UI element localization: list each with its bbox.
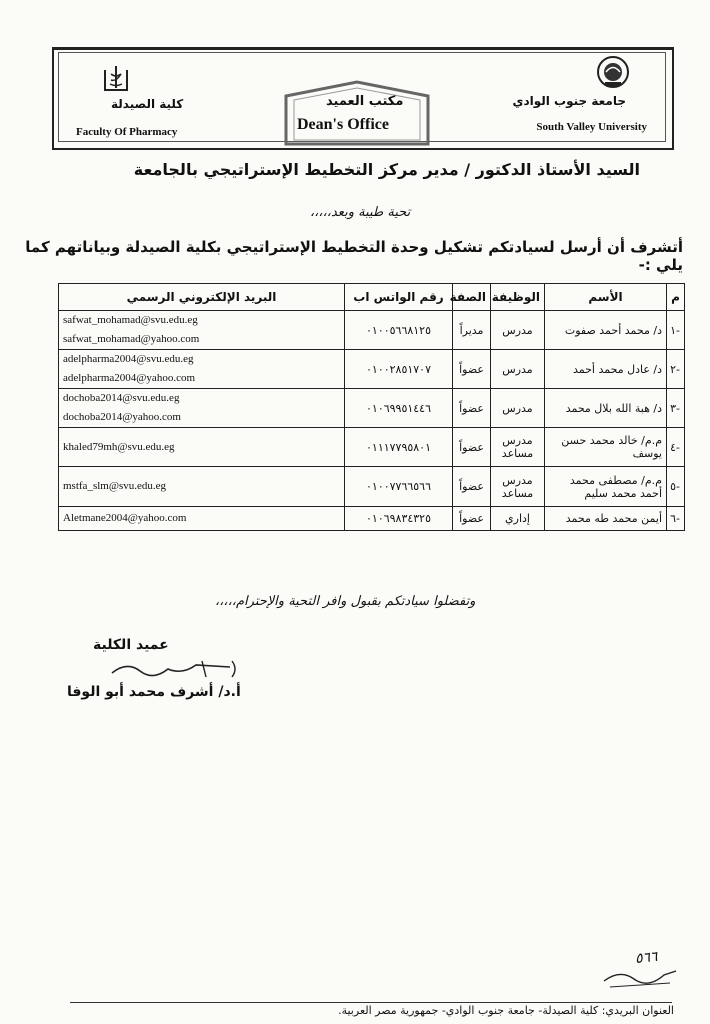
member-name: د/ هبة الله بلال محمد [545, 389, 667, 428]
footer-divider [70, 1002, 672, 1003]
member-phone: ٠١٠٠٥٦٦٨١٢٥ [345, 311, 453, 350]
email-primary: dochoba2014@svu.edu.eg [63, 392, 180, 404]
greeting-line: تحية طيبة وبعد،،،،، [310, 205, 411, 220]
row-number: -٦ [667, 507, 685, 531]
member-email [59, 428, 345, 467]
email-secondary: adelpharma2004@yahoo.com [63, 372, 196, 384]
row-number: -٤ [667, 428, 685, 467]
office-name-en: Dean's Office [297, 116, 389, 133]
table-row [59, 389, 685, 428]
member-phone: ٠١٠٠٧٧٦٦٥٦٦ [345, 467, 453, 507]
member-email [59, 507, 345, 531]
member-role: عضواً [453, 350, 491, 389]
handwritten-signature [92, 655, 242, 685]
handwritten-reference-note: ٥٦٦ [634, 948, 659, 968]
email-primary: Aletmane2004@yahoo.com [63, 512, 187, 524]
member-email [59, 389, 345, 428]
dean-title: عميد الكلية [93, 637, 169, 653]
intro-line: أتشرف أن أرسل لسيادتكم تشكيل وحدة التخطيط الإستراتيجي بكلية الصيدلة وبياناتهم كما يلي :- [25, 238, 683, 274]
header-no: م [667, 284, 685, 311]
table-row [59, 428, 685, 467]
university-name-ar: جامعة جنوب الوادي [512, 94, 626, 108]
table-header-row [59, 284, 685, 311]
member-name: د/ عادل محمد أحمد [545, 350, 667, 389]
row-number: -٣ [667, 389, 685, 428]
members-table [58, 283, 685, 531]
member-name: د/ محمد أحمد صفوت [545, 311, 667, 350]
closing-line: وتفضلوا سيادتكم بقبول وافر التحية والإحترام،،،،، [215, 594, 476, 609]
member-role: مديراً [453, 311, 491, 350]
header-job: الوظيفة [491, 284, 545, 311]
university-name-en: South Valley University [536, 121, 647, 133]
header-name: الأسم [545, 284, 667, 311]
dean-name: أ.د/ أشرف محمد أبو الوفا [67, 684, 241, 700]
header-email: البريد الإلكتروني الرسمي [59, 284, 345, 311]
row-number: -١ [667, 311, 685, 350]
office-name-ar: مكتب العميد [326, 94, 404, 109]
member-role: عضواً [453, 467, 491, 507]
handwritten-date-scribble [600, 965, 680, 989]
member-role: عضواً [453, 389, 491, 428]
member-name: أيمن محمد طه محمد [545, 507, 667, 531]
email-secondary: dochoba2014@yahoo.com [63, 411, 181, 423]
member-role: عضواً [453, 428, 491, 467]
email-primary: adelpharma2004@svu.edu.eg [63, 353, 194, 365]
university-logo-icon [596, 55, 630, 89]
member-email [59, 311, 345, 350]
member-email [59, 467, 345, 507]
table-row [59, 350, 685, 389]
office-emblem-frame [282, 80, 432, 146]
member-phone: ٠١٠٦٩٩٥١٤٤٦ [345, 389, 453, 428]
header-role: الصفة [453, 284, 491, 311]
pharmacy-logo-icon [99, 62, 133, 96]
footer-address: العنوان البريدي: كلية الصيدلة- جامعة جنوب الوادي- جمهورية مصر العربية. [338, 1004, 674, 1017]
table-row [59, 507, 685, 531]
member-phone: ٠١٠٦٩٨٣٤٣٢٥ [345, 507, 453, 531]
member-job: مدرس مساعد [491, 428, 545, 467]
member-name: م.م/ خالد محمد حسن يوسف [545, 428, 667, 467]
addressee-line: السيد الأستاذ الدكتور / مدير مركز التخطيط الإستراتيجي بالجامعة [133, 160, 640, 179]
faculty-name-en: Faculty Of Pharmacy [76, 126, 178, 138]
header-phone: رقم الواتس اب [345, 284, 453, 311]
member-name: م.م/ مصطفى محمد أحمد محمد سليم [545, 467, 667, 507]
table-row [59, 467, 685, 507]
member-email [59, 350, 345, 389]
faculty-name-ar: كلية الصيدلة [111, 97, 184, 111]
member-job: مدرس [491, 350, 545, 389]
row-number: -٢ [667, 350, 685, 389]
member-phone: ٠١١١٧٧٩٥٨٠١ [345, 428, 453, 467]
member-job: مدرس مساعد [491, 467, 545, 507]
email-primary: safwat_mohamad@svu.edu.eg [63, 314, 198, 326]
row-number: -٥ [667, 467, 685, 507]
email-primary: mstfa_slm@svu.edu.eg [63, 480, 167, 492]
member-job: مدرس [491, 311, 545, 350]
member-role: عضواً [453, 507, 491, 531]
member-job: مدرس [491, 389, 545, 428]
email-secondary: safwat_mohamad@yahoo.com [63, 333, 200, 345]
email-primary: khaled79mh@svu.edu.eg [63, 440, 175, 453]
member-job: إداري [491, 507, 545, 531]
table-row [59, 311, 685, 350]
member-phone: ٠١٠٠٢٨٥١٧٠٧ [345, 350, 453, 389]
